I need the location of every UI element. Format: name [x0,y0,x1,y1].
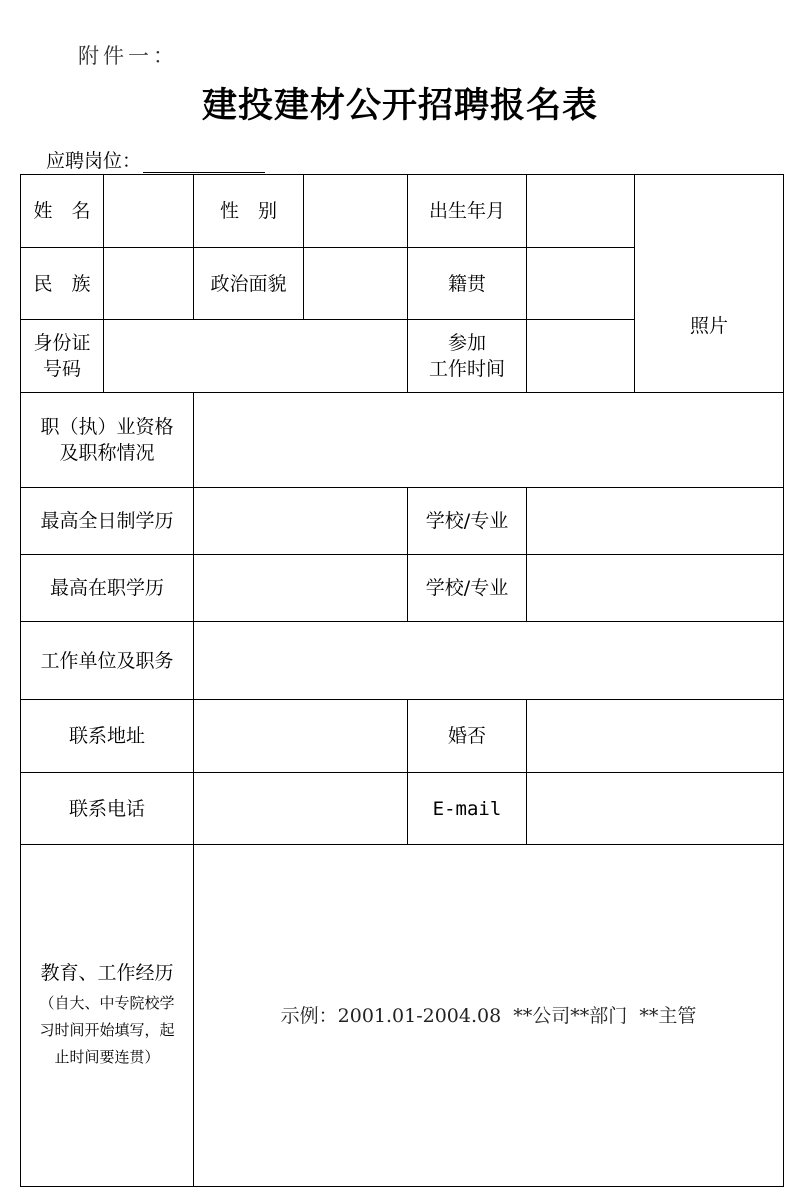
history-example-text: 示例：2001.01-2004.08 **公司**部门 **主管 [280,1004,697,1027]
work-start-label: 参加 工作时间 [408,320,527,393]
row-qualification [21,393,784,488]
education-work-history-input[interactable] [194,845,784,1187]
ethnicity-input[interactable] [104,248,194,320]
fulltime-education-input[interactable] [194,488,408,555]
gender-input[interactable] [304,175,408,248]
inservice-school-major-input[interactable] [527,555,784,622]
row-address [21,700,784,773]
ethnicity-label: 民 族 [21,248,104,320]
employer-position-label: 工作单位及职务 [21,622,194,700]
birth-date-input[interactable] [527,175,635,248]
id-number-input[interactable] [104,320,408,393]
fulltime-school-major-input[interactable] [527,488,784,555]
position-applied-label: 应聘岗位： [46,150,142,172]
inservice-education-label: 最高在职学历 [21,555,194,622]
name-input[interactable] [104,175,194,248]
form-title: 建投建材公开招聘报名表 [201,85,598,126]
attachment-label: 附件一： [78,44,178,68]
position-applied-row [46,146,265,173]
email-label: E-mail [408,773,527,845]
employer-position-input[interactable] [194,622,784,700]
address-label: 联系地址 [21,700,194,773]
marital-status-input[interactable] [527,700,784,773]
fulltime-school-major-label: 学校/专业 [408,488,527,555]
education-work-history-label: 教育、工作经历 （自大、中专院校学 习时间开始填写，起 止时间要连贯） [21,845,194,1187]
phone-label: 联系电话 [21,773,194,845]
phone-input[interactable] [194,773,408,845]
political-status-label: 政治面貌 [194,248,304,320]
id-number-label: 身份证 号码 [21,320,104,393]
hometown-label: 籍贯 [408,248,527,320]
email-input[interactable] [527,773,784,845]
work-start-input[interactable] [527,320,635,393]
row-fulltime-education [21,488,784,555]
qualification-label: 职（执）业资格 及职称情况 [21,393,194,488]
hometown-input[interactable] [527,248,635,320]
row-name [21,175,784,248]
inservice-education-input[interactable] [194,555,408,622]
photo-box[interactable] [635,175,784,393]
fulltime-education-label: 最高全日制学历 [21,488,194,555]
row-phone [21,773,784,845]
qualification-input[interactable] [194,393,784,488]
row-employer [21,622,784,700]
registration-form-table [20,174,784,1187]
position-applied-input[interactable] [143,152,265,173]
photo-label: 照片 [689,314,728,337]
name-label: 姓 名 [21,175,104,248]
gender-label: 性 别 [194,175,304,248]
row-history [21,845,784,1187]
marital-status-label: 婚否 [408,700,527,773]
address-input[interactable] [194,700,408,773]
birth-date-label: 出生年月 [408,175,527,248]
row-inservice-education [21,555,784,622]
political-status-input[interactable] [304,248,408,320]
inservice-school-major-label: 学校/专业 [408,555,527,622]
